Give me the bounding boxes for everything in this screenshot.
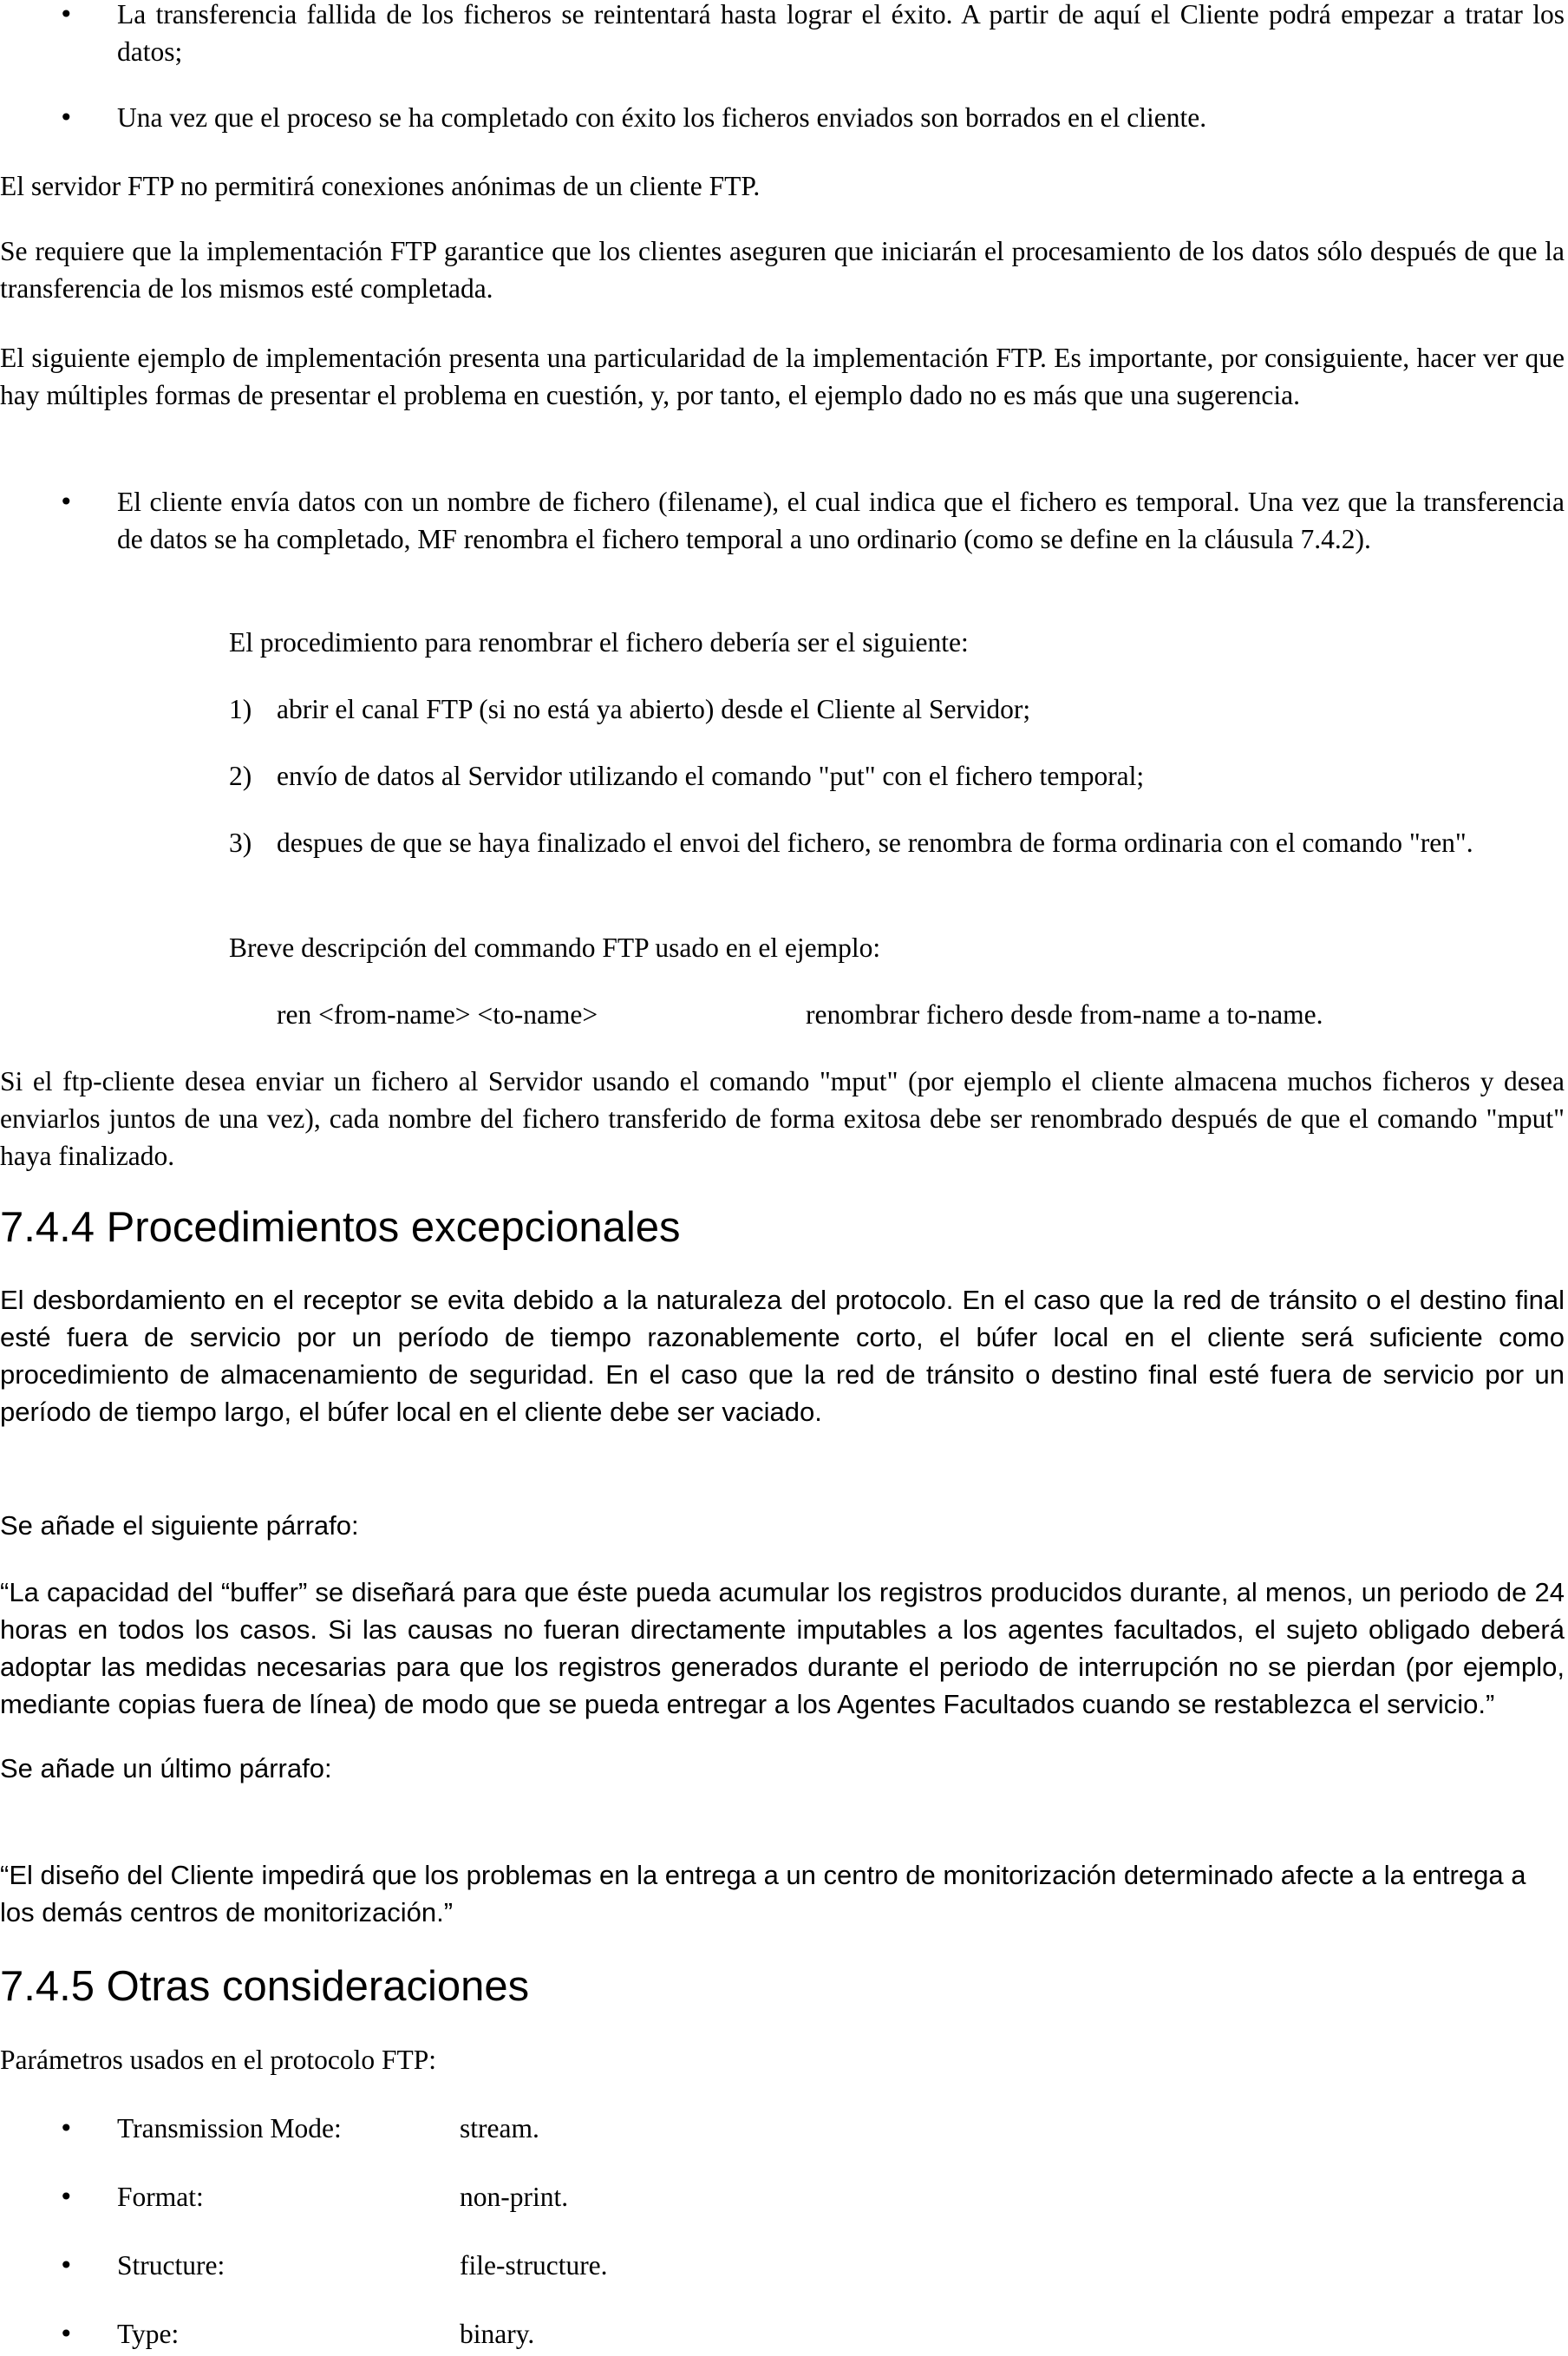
param-label-transmission-mode: Transmission Mode: [117, 2113, 342, 2143]
param-value-type: binary. [460, 2319, 535, 2349]
bullet-marker: • [59, 488, 74, 516]
paragraph-example: El siguiente ejemplo de implementación presenta una particularidad de la implementación FTP. Es importante, por consiguiente, hacer ver que hay múltiples formas de presentar el problema en cuestión, y, por tanto, el ejemplo dado no es más que una sugerencia. [0, 343, 1565, 410]
quote-client-design: “El diseño del Cliente impedirá que los problemas en la entrega a un centro de monitorización determinado afecte a la entrega a los demás centros de monitorización.” [0, 1860, 1526, 1927]
param-value-format: non-print. [460, 2182, 569, 2212]
command-syntax: ren <from-name> <to-name> [277, 999, 598, 1030]
bullet-item-deleted: Una vez que el proceso se ha completado con éxito los ficheros enviados son borrados en el cliente. [117, 102, 1207, 133]
param-value-structure: file-structure. [460, 2250, 608, 2281]
step-number: 3) [229, 828, 252, 858]
section-heading-745: 7.4.5 Otras consideraciones [0, 1963, 530, 2010]
bullet-item-retry: La transferencia fallida de los ficheros se reintentará hasta lograr el éxito. A partir de aquí el Cliente podrá empezar a tratar los datos; [117, 0, 1565, 67]
param-label-format: Format: [117, 2182, 204, 2212]
paragraph-requires: Se requiere que la implementación FTP garantice que los clientes aseguren que iniciarán el procesamiento de los datos sólo después de que la transferencia de los mismos esté completada. [0, 236, 1565, 304]
command-description: renombrar fichero desde from-name a to-name. [806, 999, 1323, 1030]
step-number: 2) [229, 761, 252, 791]
bullet-item-client: El cliente envía datos con un nombre de fichero (filename), el cual indica que el fichero es temporal. Una vez que la transferencia de datos se ha completado, MF renombra el fichero temporal a uno ordinario (como se define en la cláusula 7.4.2). [117, 487, 1565, 554]
step-text: despues de que se haya finalizado el envoi del fichero, se renombra de forma ordinaria con el comando "ren". [277, 828, 1473, 858]
quote-buffer: “La capacidad del “buffer” se diseñará para que éste pueda acumular los registros producidos durante, al menos, un periodo de 24 horas en todos los casos. Si las causas no fueran directamente imputables a los agentes facultados, el sujeto obligado deberá adoptar las medidas necesarias para que los registros generados durante el periodo de interrupción no se pierdan (por ejemplo, mediante copias fuera de línea) de modo que se pueda entregar a los Agentes Facultados cuando se restablezca el servicio.” [0, 1577, 1565, 1719]
bullet-marker: • [59, 2183, 74, 2211]
bullet-marker: • [59, 103, 74, 132]
bullet-marker: • [59, 2114, 74, 2143]
paragraph-overflow: El desbordamiento en el receptor se evita debido a la naturaleza del protocolo. En el caso que la red de tránsito o el destino final esté fuera de servicio por un período de tiempo razonablemente corto, el búfer local en el cliente será suficiente como procedimiento de almacenamiento de seguridad. En el caso que la red de tránsito o destino final esté fuera de servicio por un período de tiempo largo, el búfer local en el cliente debe ser vaciado. [0, 1285, 1565, 1427]
procedure-intro: El procedimiento para renombrar el fichero debería ser el siguiente: [229, 627, 969, 658]
parameters-intro: Parámetros usados en el protocolo FTP: [0, 2045, 437, 2075]
added-paragraph-intro: Se añade el siguiente párrafo: [0, 1510, 359, 1541]
bullet-marker: • [59, 0, 74, 29]
paragraph-anonymous: El servidor FTP no permitirá conexiones anónimas de un cliente FTP. [0, 171, 761, 201]
paragraph-mput: Si el ftp-cliente desea enviar un fichero al Servidor usando el comando "mput" (por ejemplo el cliente almacena muchos ficheros y desea enviarlos juntos de una vez), cada nombre del fichero transferido de forma exitosa debe ser renombrado después de que el comando "mput" haya finalizado. [0, 1066, 1565, 1171]
section-heading-744: 7.4.4 Procedimientos excepcionales [0, 1204, 681, 1251]
command-intro: Breve descripción del commando FTP usado en el ejemplo: [229, 933, 881, 963]
step-number: 1) [229, 694, 252, 724]
last-paragraph-intro: Se añade un último párrafo: [0, 1753, 332, 1783]
step-text: abrir el canal FTP (si no está ya abierto) desde el Cliente al Servidor; [277, 694, 1031, 724]
param-value-transmission-mode: stream. [460, 2113, 539, 2143]
step-text: envío de datos al Servidor utilizando el comando "put" con el fichero temporal; [277, 761, 1145, 791]
bullet-marker: • [59, 2251, 74, 2280]
param-label-type: Type: [117, 2319, 180, 2349]
bullet-marker: • [59, 2320, 74, 2348]
param-label-structure: Structure: [117, 2250, 225, 2281]
